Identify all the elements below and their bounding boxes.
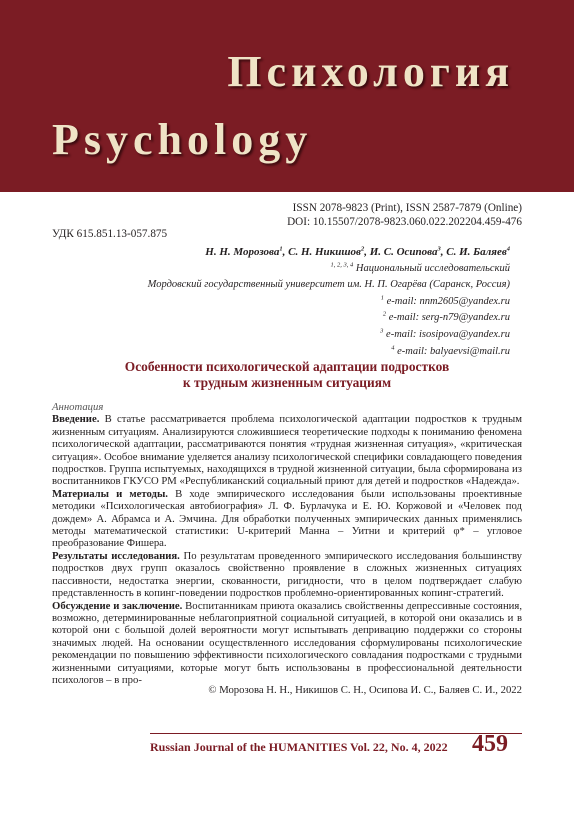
section-title-en: Psychology: [52, 115, 313, 164]
author: И. С. Осипова$^3$,: [369, 245, 447, 258]
copyright: © Морозова Н. Н., Никишов С. Н., Осипова И. С., Баляев С. И., 2022: [208, 684, 522, 696]
authors-block: [40, 244, 510, 360]
udk: УДК 615.851.13-057.875: [52, 228, 168, 240]
abstract-introduction: Введение. В статье рассматривается проблема психологической адаптации подростков к трудным жизненным ситуациям. Анализируются сложившиеся теоретические подходы к пониманию феномена психологической адаптации, рассматриваются понятия «трудная жизненная ситуация», «критическая ситуация». Особое внимание уделяется анализу психологической специфики совладающего поведения подростков. Группа испытуемых, находящихся в трудной жизненной ситуации, была сформирована из воспитанников ГКУСО РМ «Республиканский социальный приют для детей и подростков «Надежда».: [52, 413, 522, 488]
affiliation-line-2: Мордовский государственный университет им. Н. П. Огарёва (Саранск, Россия): [147, 279, 510, 291]
email-3[interactable]: $^3$ e-mail: isosipova@yandex.ru: [380, 327, 510, 340]
email-4[interactable]: $^4$ e-mail: balyaevsi@mail.ru: [391, 344, 510, 357]
abstract-discussion: Обсуждение и заключение. Воспитанникам приюта оказались свойственны депрессивные состояния, возможно, детерминированные неблагоприятной социальной ситуацией, в которой они оказались и в которой они с большой долей вероятности могут испытывать депривацию поддержки со стороны значимых людей. На основании осуществленного исследования сформулированы психологические рекомендации по повышению эффективности психологического совладания подростками с трудными жизненными ситуациями, которые могут быть использованы в профессиональной деятельности психологов – в про-: [52, 599, 522, 686]
author: Н. Н. Морозова$^1$,: [205, 245, 289, 258]
abstract-results: Результаты исследования. По результатам проведенного эмпирического исследования большинству подростков двух групп оказалось свойственно проявление в сложных жизненных ситуациях пассивности, недостатка энергии, скованности, ригидности, что в целом подтверждает слабую представленность в копинг-поведении подростков проблемно-ориентированных копинг-стратегий.: [52, 549, 522, 600]
identifiers: [287, 201, 522, 229]
abstract-methods: Материалы и методы. В ходе эмпирического исследования были использованы проективные методики «Психологическая автобиография» Л. Ф. Бурлачука и Е. Ю. Коржовой и «Человек под дождем» А. Абрамса и А. Эмчина. Для обработки полученных эмпирических данных применялись методы математической статистики: U-критерий Манна – Уитни и критерий φ* – угловое преобразование Фишера.: [52, 487, 522, 550]
issn: ISSN 2078-9823 (Print), ISSN 2587-7879 (Online): [292, 202, 522, 214]
affiliation-line-1: $^{1, 2, 3, 4}$ Национальный исследовательский: [330, 261, 510, 274]
article-title: Особенности психологической адаптации подростков к трудным жизненным ситуациям: [124, 359, 450, 390]
volume-info: Vol. 22, No. 4, 2022: [350, 740, 448, 754]
email-2[interactable]: $^2$ e-mail: serg-n79@yandex.ru: [382, 310, 510, 324]
footer-divider: [150, 733, 522, 734]
journal-banner: [0, 0, 574, 192]
abstract: [52, 401, 522, 686]
author-list: [40, 244, 510, 261]
page-number: 459: [472, 731, 508, 757]
doi[interactable]: DOI: 10.15507/2078-9823.060.022.202204.459-476: [287, 216, 522, 228]
author: С. И. Баляев$^4$: [446, 245, 510, 258]
abstract-label: Аннотация: [52, 401, 104, 413]
author: С. Н. Никишов$^2$,: [288, 245, 370, 258]
section-title-ru: Психология: [227, 47, 514, 96]
email-1[interactable]: $^1$ e-mail: nnm2605@yandex.ru: [380, 294, 510, 307]
journal-name: Russian Journal of the HUMANITIES: [150, 740, 348, 754]
